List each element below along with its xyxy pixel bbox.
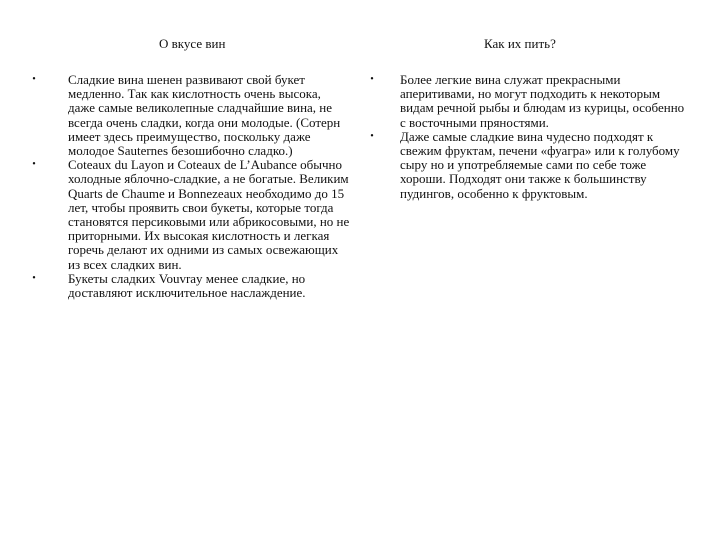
bullet-icon: • bbox=[32, 159, 36, 171]
list-item-text: Букеты сладких Vouvray менее сладкие, но доставляют исключительное наслаждение. bbox=[68, 270, 306, 301]
bullet-icon: • bbox=[370, 74, 374, 85]
bullet-icon: • bbox=[32, 272, 36, 284]
list-item bbox=[366, 130, 686, 201]
list-item-text: Сладкие вина шенен развивают свой букет медленно. Так как кислотность очень высока, даже самые великолепные сладчайшие вина, не всегда очень сладки, когда они молодые. (Сотерн имеет здесь преимущество, поскольку даже молодое Sauternes безошибочно сладко.) bbox=[68, 72, 341, 159]
left-bullet-list bbox=[28, 73, 350, 300]
list-item-text: Более легкие вина служат прекрасными аперитивами, но могут подходить к некоторым видам речной рыбы и блюдам из курицы, особенно с восточными пряностями. bbox=[400, 72, 685, 130]
bullet-icon: • bbox=[370, 130, 374, 142]
left-column-heading: О вкусе вин bbox=[159, 36, 226, 51]
list-item-text: Coteaux du Layon и Coteaux de L’Aubance обычно холодные яблочно-сладкие, а не богатые. Великим Quarts de Chaume и Bonnezeaux необходимо до 15 лет, чтобы проявить свои букеты, которые тогда становятся персиковыми или абрикосовыми, но не приторными. Их высокая кислотность и легкая горечь делают их одними из самых освежающих из всех сладких вин. bbox=[68, 157, 350, 272]
right-column-heading: Как их пить? bbox=[484, 36, 556, 51]
bullet-icon: • bbox=[32, 74, 36, 85]
right-bullet-list bbox=[366, 73, 686, 201]
list-item bbox=[366, 73, 686, 130]
list-item bbox=[28, 158, 350, 272]
list-item-text: Даже самые сладкие вина чудесно подходят к свежим фруктам, печени «фуагра» или к голубому сыру но и употребляемые сами по себе тоже хороши. Подходят они также к большинству пудингов, особенно к фруктовым. bbox=[400, 128, 680, 201]
list-item bbox=[28, 272, 350, 300]
list-item bbox=[28, 73, 350, 158]
